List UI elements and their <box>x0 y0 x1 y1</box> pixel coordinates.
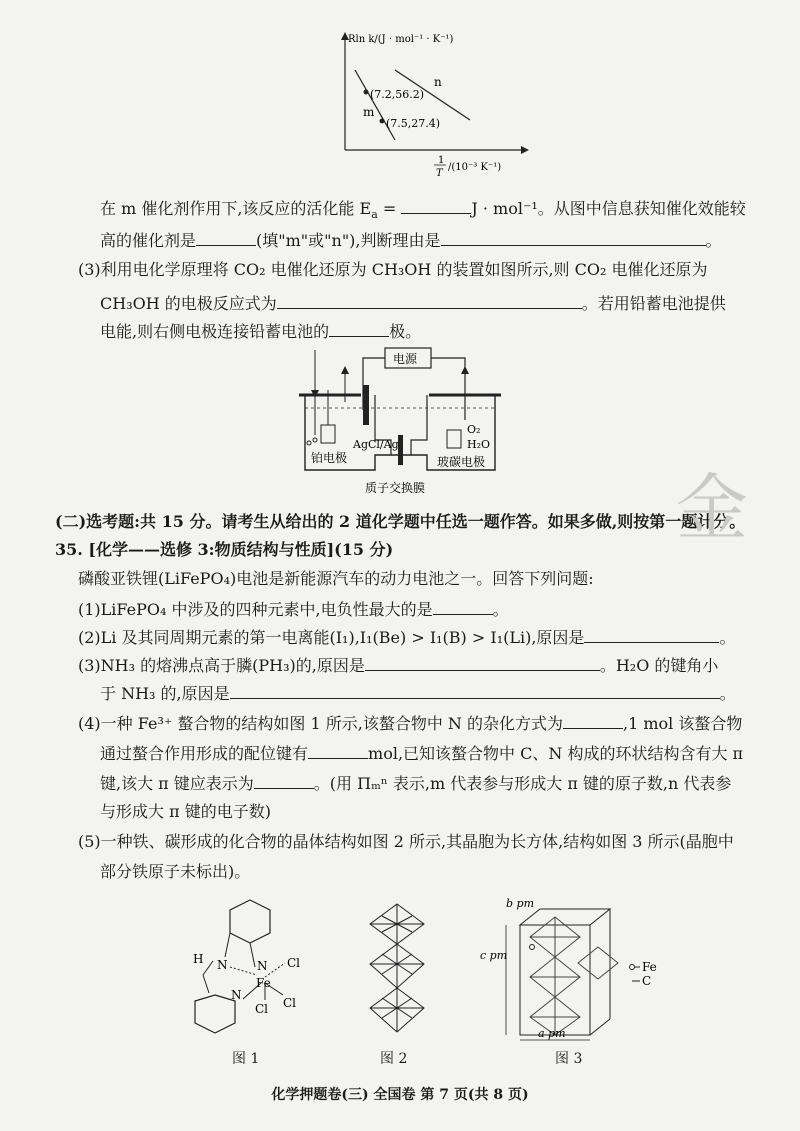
q35-p4-line4: 与形成大 π 键的电子数) <box>100 802 271 821</box>
answer-blank-ionization[interactable] <box>584 624 719 643</box>
q2-text-2a: 高的催化剂是 <box>100 231 197 250</box>
agcl-label: AgCl/Ag <box>353 438 399 451</box>
q35-p1-end: 。 <box>492 600 509 619</box>
power-label: 电源 <box>393 352 418 366</box>
x-frac-num: 1 <box>438 155 445 166</box>
fig1-n-mid: N <box>217 958 228 972</box>
pt-label: 铂电极 <box>311 451 348 465</box>
q3-text-3a: 电能,则右侧电极连接铅蓄电池的 <box>100 322 330 341</box>
answer-blank-hybrid[interactable] <box>563 710 623 729</box>
q2-text-1a: 在 m 催化剂作用下,该反应的活化能 E <box>100 199 372 218</box>
point-2 <box>380 119 385 124</box>
q35-p4-text5: 。(用 Πₘⁿ 表示,m 代表参与形成大 π 键的原子数,n 代表参 <box>313 774 732 793</box>
glassy-electrode <box>447 430 461 448</box>
x-frac-den: T <box>436 168 443 179</box>
axis-y-label: Rln k/(J · mol⁻¹ · K⁻¹) <box>348 34 454 45</box>
watermark: 金 <box>676 466 749 550</box>
q35-p4-mid: ,1 mol 该螯合物 <box>623 714 743 733</box>
point2-label: (7.5,27.4) <box>386 117 441 130</box>
fig1-cl-bottom: Cl <box>255 1002 269 1016</box>
q35-p5-line2: 部分铁原子未标出)。 <box>100 862 251 881</box>
answer-blank-ea[interactable] <box>401 195 471 214</box>
q35-p5: (5)一种铁、碳形成的化合物的晶体结构如图 2 所示,其晶胞为长方体,结构如图 3 所示(晶胞中 <box>78 832 734 851</box>
pt-electrode <box>321 425 335 443</box>
q35-p2-end: 。 <box>719 628 736 647</box>
q35-p4-text2: 通过螯合作用形成的配位键有 <box>100 744 309 763</box>
q3-text-2b: 。若用铅蓄电池提供 <box>581 294 726 313</box>
fig3-c-label: c pm <box>480 949 508 962</box>
fig1-n-top: N <box>257 959 268 973</box>
membrane-label: 质子交换膜 <box>365 481 426 495</box>
q35-p4-line2 <box>100 740 743 766</box>
answer-blank-electrode-eq[interactable] <box>277 290 582 309</box>
q3-line1: (3)利用电化学原理将 CO₂ 电催化还原为 CH₃OH 的装置如图所示,则 CO₂ 电催化还原为 <box>78 260 708 279</box>
q35-p4-line3 <box>100 770 731 796</box>
label-n: n <box>434 75 442 89</box>
label-m: m <box>363 105 375 119</box>
fig3-b-label: b pm <box>506 897 535 910</box>
legend-c: C <box>642 974 652 988</box>
h2o-label: H₂O <box>467 438 491 451</box>
q35-p3-text: (3)NH₃ 的熔沸点高于膦(PH₃)的,原因是 <box>78 656 365 675</box>
figure-1-chelate <box>185 895 315 1045</box>
q3-text-2a: CH₃OH 的电极反应式为 <box>100 294 277 313</box>
page-footer: 化学押题卷(三) 全国卷 第 7 页(共 8 页) <box>271 1087 529 1103</box>
answer-blank-coord-bonds[interactable] <box>308 740 368 759</box>
legend-fe-marker <box>630 965 635 970</box>
q35-intro: 磷酸亚铁锂(LiFePO₄)电池是新能源汽车的动力电池之一。回答下列问题: <box>78 569 594 588</box>
q35-p4 <box>78 710 742 736</box>
fig1-h: H <box>193 952 204 966</box>
answer-blank-pole[interactable] <box>329 318 389 337</box>
figure-2-chain <box>362 900 432 1040</box>
q35-p3-cont <box>100 680 736 706</box>
answer-blank-electronegativity[interactable] <box>433 596 493 615</box>
answer-blank-boiling[interactable] <box>365 652 600 671</box>
agcl-electrode <box>363 385 369 425</box>
q2-text-1b: = <box>377 199 402 218</box>
membrane <box>398 435 403 465</box>
answer-blank-reason[interactable] <box>441 227 706 246</box>
answer-blank-catalyst[interactable] <box>196 227 256 246</box>
q35-p3 <box>78 652 718 678</box>
fig1-n-bottom: N <box>231 988 242 1002</box>
o2-label: O₂ <box>467 423 481 436</box>
rlnk-graph <box>330 30 530 180</box>
q3-text-3b: 极。 <box>389 322 422 341</box>
q35-p4-text4: 键,该大 π 键应表示为 <box>100 774 254 793</box>
q35-p3-mid: 。H₂O 的键角小 <box>599 656 719 675</box>
q35-p4-text: (4)一种 Fe³⁺ 螯合物的结构如图 1 所示,该螯合物中 N 的杂化方式为 <box>78 714 564 733</box>
q35-p3-text2: 于 NH₃ 的,原因是 <box>100 684 230 703</box>
q2-line2 <box>100 227 722 253</box>
fig3-caption: 图 3 <box>555 1051 583 1067</box>
fig1-cl-right: Cl <box>287 956 301 970</box>
q35-p1-text: (1)LiFePO₄ 中涉及的四种元素中,电负性最大的是 <box>78 600 433 619</box>
point1-label: (7.2,56.2) <box>370 88 425 101</box>
q35-p1 <box>78 596 509 622</box>
section2-header: (二)选考题:共 15 分。请考生从给出的 2 道化学题中任选一题作答。如果多做,则按第一题计分。 <box>55 512 746 531</box>
q35-p4-text3: mol,已知该螯合物中 C、N 构成的环状结构含有大 π <box>368 744 744 763</box>
fig3-a-label: a pm <box>538 1027 566 1040</box>
fig1-fe: Fe <box>256 976 271 990</box>
fig1-cl-br: Cl <box>283 996 297 1010</box>
fig1-caption: 图 1 <box>232 1051 260 1067</box>
q2-text-2c: 。 <box>705 231 722 250</box>
figure-3-unit-cell <box>480 895 670 1045</box>
q3-line2 <box>100 290 726 316</box>
q35-p3-end: 。 <box>719 684 736 703</box>
point-1 <box>364 90 369 95</box>
electrolysis-cell-diagram <box>295 340 525 500</box>
fig2-caption: 图 2 <box>380 1051 408 1067</box>
q35-p2 <box>78 624 735 650</box>
q35-p2-text: (2)Li 及其同周期元素的第一电离能(I₁),I₁(Be) > I₁(B) > I₁(Li),原因是 <box>78 628 585 647</box>
glassy-label: 玻碳电极 <box>437 455 486 469</box>
q35-title: 35. [化学——选修 3:物质结构与性质](15 分) <box>55 540 394 559</box>
answer-blank-pi-bond[interactable] <box>254 770 314 789</box>
q2-line1 <box>100 195 746 227</box>
answer-blank-bond-angle[interactable] <box>230 680 720 699</box>
q2-text-2b: (填"m"或"n"),判断理由是 <box>256 231 441 250</box>
q2-text-1c: J · mol⁻¹。从图中信息获知催化效能较 <box>471 199 746 218</box>
axis-x-label: /(10⁻³ K⁻¹) <box>448 162 502 173</box>
legend-fe: Fe <box>642 960 657 974</box>
q2-sub-a: a <box>371 208 378 222</box>
